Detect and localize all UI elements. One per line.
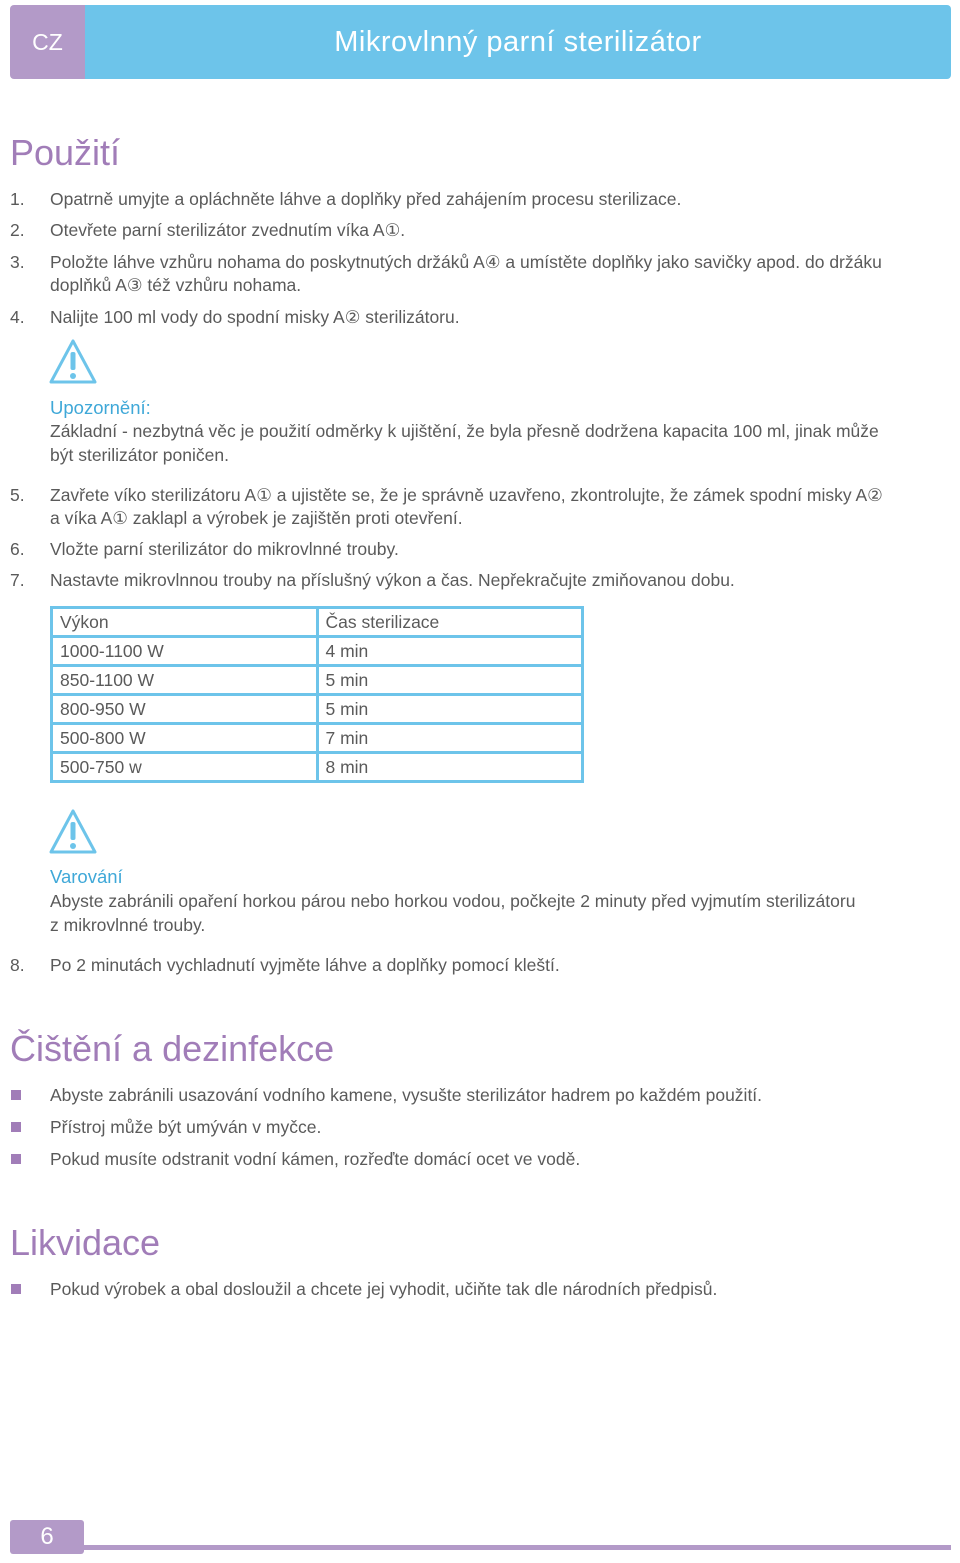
table-cell: 5 min bbox=[317, 666, 583, 695]
table-cell: 800-950 W bbox=[52, 695, 318, 724]
warning-text: Abyste zabránili opaření horkou párou nebo horkou vodou, počkejte 2 minuty před vyjmutím sterilizátoru bbox=[50, 891, 856, 911]
caution-title: Upozornění: bbox=[50, 397, 151, 418]
table-row bbox=[52, 666, 583, 695]
list-item: Pokud musíte odstranit vodní kámen, rozřeďte domácí ocet ve vodě. bbox=[50, 1149, 581, 1169]
step-number: 6. bbox=[10, 539, 25, 559]
step-text: doplňků A③ též vzhůru nohama. bbox=[50, 275, 302, 295]
step-number: 4. bbox=[10, 307, 25, 327]
step-text: Vložte parní sterilizátor do mikrovlnné trouby. bbox=[50, 539, 399, 559]
square-bullet-icon bbox=[11, 1122, 21, 1132]
warning-title: Varování bbox=[50, 866, 123, 887]
step-number: 1. bbox=[10, 189, 25, 209]
power-time-table bbox=[50, 606, 584, 783]
page-header bbox=[10, 5, 951, 79]
step-text: Zavřete víko sterilizátoru A① a ujistěte se, že je správně uzavřeno, zkontrolujte, že zámek spodní misky A② bbox=[50, 485, 883, 505]
table-cell: 850-1100 W bbox=[52, 666, 318, 695]
table-cell: 1000-1100 W bbox=[52, 637, 318, 666]
warning-triangle-icon bbox=[48, 338, 98, 386]
table-header-row bbox=[52, 608, 583, 637]
table-row bbox=[52, 724, 583, 753]
step-number: 5. bbox=[10, 485, 25, 505]
table-cell: 500-750 w bbox=[52, 753, 318, 782]
list-item: Pokud výrobek a obal dosloužil a chcete jej vyhodit, učiňte tak dle národních předpisů. bbox=[50, 1279, 718, 1299]
step-number: 2. bbox=[10, 220, 25, 240]
table-cell: 4 min bbox=[317, 637, 583, 666]
step-text: Otevřete parní sterilizátor zvednutím víka A①. bbox=[50, 220, 406, 240]
table-cell: 7 min bbox=[317, 724, 583, 753]
heading-use: Použití bbox=[10, 132, 121, 173]
caution-text: Základní - nezbytná věc je použití odměrky k ujištění, že byla přesně dodržena kapacita 100 ml, jinak může bbox=[50, 421, 879, 441]
step-text: Položte láhve vzhůru nohama do poskytnutých držáků A④ a umístěte doplňky jako savičky apod. do držáku bbox=[50, 252, 882, 272]
square-bullet-icon bbox=[11, 1090, 21, 1100]
list-item: Přístroj může být umýván v myčce. bbox=[50, 1117, 322, 1137]
step-number: 3. bbox=[10, 252, 25, 272]
document-title: Mikrovlnný parní sterilizátor bbox=[85, 5, 951, 79]
table-row bbox=[52, 695, 583, 724]
table-header-cell: Čas sterilizace bbox=[317, 608, 583, 637]
table-cell: 500-800 W bbox=[52, 724, 318, 753]
step-text: a víka A① zaklapl a výrobek je zajištěn proti otevření. bbox=[50, 508, 463, 528]
warning-triangle-icon bbox=[48, 808, 98, 856]
table-header-cell: Výkon bbox=[52, 608, 318, 637]
heading-cleaning: Čištění a dezinfekce bbox=[10, 1028, 335, 1069]
step-text: Opatrně umyjte a opláchněte láhve a doplňky před zahájením procesu sterilizace. bbox=[50, 189, 682, 209]
list-item: Abyste zabránili usazování vodního kamene, vysušte sterilizátor hadrem po každém použití. bbox=[50, 1085, 763, 1105]
footer-rule bbox=[84, 1545, 951, 1550]
table-row bbox=[52, 753, 583, 782]
square-bullet-icon bbox=[11, 1154, 21, 1164]
page-number: 6 bbox=[10, 1520, 84, 1554]
table-cell: 8 min bbox=[317, 753, 583, 782]
language-tag: CZ bbox=[10, 5, 85, 79]
caution-text: být sterilizátor poničen. bbox=[50, 445, 229, 465]
table-cell: 5 min bbox=[317, 695, 583, 724]
step-number: 8. bbox=[10, 955, 25, 975]
step-text: Nastavte mikrovlnnou trouby na příslušný výkon a čas. Nepřekračujte zmiňovanou dobu. bbox=[50, 570, 735, 590]
square-bullet-icon bbox=[11, 1284, 21, 1294]
warning-text: z mikrovlnné trouby. bbox=[50, 915, 206, 935]
table-row bbox=[52, 637, 583, 666]
heading-disposal: Likvidace bbox=[10, 1222, 161, 1263]
step-text: Nalijte 100 ml vody do spodní misky A② sterilizátoru. bbox=[50, 307, 460, 327]
step-number: 7. bbox=[10, 570, 25, 590]
step-text: Po 2 minutách vychladnutí vyjměte láhve a doplňky pomocí kleští. bbox=[50, 955, 560, 975]
